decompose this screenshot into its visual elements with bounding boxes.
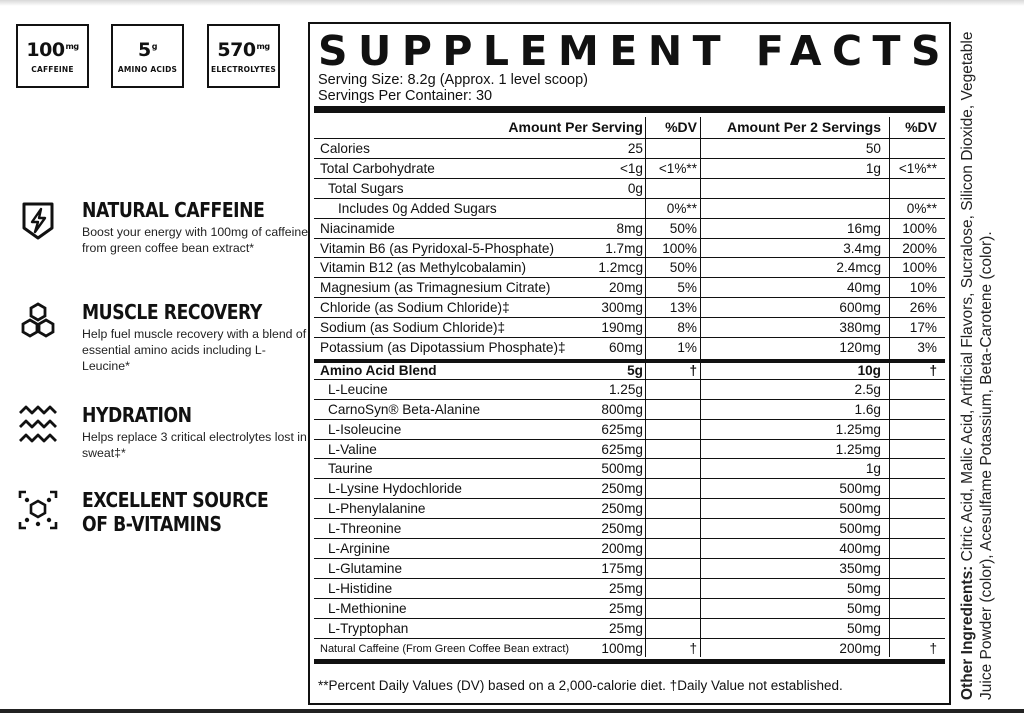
nutrient-name: L-Lysine Hydochloride (328, 481, 462, 497)
nutrient-row (314, 138, 945, 158)
amino-row (314, 558, 945, 578)
supplement-facts-panel (308, 22, 951, 705)
nutrient-row (314, 198, 945, 218)
molecule-icon (16, 488, 60, 532)
amino-row (314, 598, 945, 618)
amino-row (314, 518, 945, 538)
amount-per-serving: 625mg (601, 421, 643, 437)
amount-per-serving: 175mg (601, 560, 643, 576)
percent-dv-2: † (929, 362, 937, 378)
amount-per-serving: 0g (627, 180, 643, 196)
percent-dv-2: 10% (909, 280, 937, 296)
amount-per-2-servings: 3.4mg (843, 240, 881, 256)
amount-per-serving: 25mg (608, 580, 643, 596)
nutrient-row (314, 158, 945, 178)
amount-per-serving: 250mg (601, 481, 643, 497)
stat-label: ELECTROLYTES (211, 65, 276, 74)
amount-per-2-servings: 500mg (839, 481, 881, 497)
amount-per-2-servings: 120mg (839, 340, 881, 355)
nutrient-name: L-Leucine (328, 381, 388, 397)
amount-per-2-servings: 2.5g (854, 381, 881, 397)
stat-value: 5 (138, 39, 151, 61)
percent-dv: 50% (669, 260, 697, 276)
percent-dv-2: 200% (902, 240, 937, 256)
nutrient-name: Total Carbohydrate (320, 160, 435, 176)
percent-dv: † (689, 362, 697, 378)
hexagon-cluster-icon (16, 300, 60, 344)
amino-row (314, 458, 945, 478)
percent-dv-2: 100% (902, 220, 937, 236)
nutrient-name: Amino Acid Blend (320, 362, 437, 378)
percent-dv: 13% (669, 300, 697, 316)
amount-per-2-servings: 50mg (846, 620, 881, 636)
amount-per-serving: 25 (627, 141, 643, 156)
amount-per-2-servings: 380mg (839, 320, 881, 336)
amount-per-serving: 60mg (608, 340, 643, 355)
header-amount: Amount Per Serving (508, 119, 643, 135)
nutrient-row (314, 178, 945, 198)
nutrient-name: Sodium (as Sodium Chloride)‡ (320, 320, 506, 336)
nutrient-name: L-Methionine (328, 600, 407, 616)
nutrient-name: Vitamin B6 (as Pyridoxal-5-Phosphate) (320, 240, 554, 256)
amount-per-2-servings: 1g (865, 160, 881, 176)
amount-per-serving: 8mg (616, 220, 643, 236)
percent-dv: 1% (677, 340, 697, 355)
amount-per-2-servings: 1.25mg (835, 421, 881, 437)
amount-per-2-servings: 500mg (839, 521, 881, 537)
top-shade (0, 0, 1024, 6)
amount-per-2-servings: 200mg (839, 640, 881, 656)
amount-per-serving: 1.7mg (605, 240, 643, 256)
amount-per-serving: 25mg (608, 620, 643, 636)
amount-per-serving: 25mg (608, 600, 643, 616)
amount-per-2-servings: 50mg (846, 580, 881, 596)
nutrient-name: L-Isoleucine (328, 421, 402, 437)
amount-per-serving: <1g (619, 160, 643, 176)
percent-dv-2: 100% (902, 260, 937, 276)
benefit-title: HYDRATION (82, 403, 192, 427)
nutrient-row (314, 297, 945, 317)
column-divider-1 (645, 117, 646, 657)
percent-dv: 100% (662, 240, 697, 256)
amount-per-serving: 500mg (601, 461, 643, 477)
percent-dv-2: 17% (909, 320, 937, 336)
stat-value: 100 (26, 39, 65, 61)
amino-row (314, 419, 945, 439)
nutrient-name: Taurine (328, 461, 373, 477)
bottom-edge (0, 709, 1024, 713)
amino-row (314, 578, 945, 598)
column-divider-3 (889, 117, 890, 657)
benefit-title: NATURAL CAFFEINE (82, 198, 265, 222)
amount-per-serving: 1.2mcg (598, 260, 643, 276)
nutrient-name: L-Histidine (328, 580, 393, 596)
nutrient-name: Potassium (as Dipotassium Phosphate)‡ (320, 340, 566, 355)
nutrient-name: Magnesium (as Trimagnesium Citrate) (320, 280, 551, 296)
stat-unit: mg (256, 42, 270, 51)
nutrient-name: L-Glutamine (328, 560, 403, 576)
stat-label: CAFFEINE (31, 65, 74, 74)
amount-per-2-servings: 1.25mg (835, 441, 881, 457)
benefit-desc: Help fuel muscle recovery with a blend of essential amino acids including L-Leucine* (82, 327, 307, 373)
amount-per-serving: 300mg (601, 300, 643, 316)
nutrient-name: Total Sugars (328, 180, 404, 196)
amount-per-2-servings: 50 (865, 141, 881, 156)
amino-row (314, 399, 945, 419)
divider-thick-bottom (314, 659, 945, 664)
nutrient-name: L-Tryptophan (328, 620, 409, 636)
percent-dv: † (689, 640, 697, 656)
amino-row (314, 478, 945, 498)
amount-per-2-servings: 50mg (846, 600, 881, 616)
amount-per-2-servings: 350mg (839, 560, 881, 576)
stat-unit: mg (65, 42, 79, 51)
amount-per-serving: 20mg (608, 280, 643, 296)
amount-per-2-servings: 1g (865, 461, 881, 477)
amino-row (314, 439, 945, 459)
percent-dv: 0%** (666, 200, 697, 216)
amount-per-2-servings: 10g (857, 362, 881, 378)
amount-per-serving: 190mg (601, 320, 643, 336)
amino-blend-row (314, 359, 945, 379)
panel-title: SUPPLEMENT FACTS (318, 27, 952, 75)
stat-electrolytes (207, 24, 280, 88)
amount-per-serving: 1.25g (608, 381, 643, 397)
stat-value: 570 (217, 39, 256, 61)
percent-dv: 50% (669, 220, 697, 236)
stat-label: AMINO ACIDS (117, 65, 178, 74)
percent-dv-2: 26% (909, 300, 937, 316)
amount-per-2-servings: 16mg (846, 220, 881, 236)
nutrient-name: Vitamin B12 (as Methylcobalamin) (320, 260, 527, 276)
percent-dv: <1%** (658, 160, 697, 176)
nutrient-row (314, 317, 945, 337)
percent-dv: 5% (677, 280, 697, 296)
stat-unit: g (151, 42, 157, 51)
nutrient-name: L-Valine (328, 441, 377, 457)
benefit-title: MUSCLE RECOVERY (82, 300, 262, 324)
amount-per-2-servings: 40mg (846, 280, 881, 296)
other-ingredients (958, 10, 996, 700)
amount-per-serving: 250mg (601, 501, 643, 517)
nutrient-name: Niacinamide (320, 220, 395, 236)
benefit-desc: Boost your energy with 100mg of caffeine from green coffee bean extract* (82, 225, 309, 255)
nutrient-row (314, 257, 945, 277)
divider-thick (314, 106, 945, 113)
header-amount-2: Amount Per 2 Servings (726, 119, 881, 135)
amount-per-serving: 100mg (601, 640, 643, 656)
header-dv-2: %DV (905, 119, 937, 135)
nutrient-row (314, 277, 945, 297)
amount-per-serving: 625mg (601, 441, 643, 457)
ingredients-label: Other Ingredients: (959, 565, 976, 700)
amino-row (314, 618, 945, 638)
nutrient-name: Calories (320, 141, 370, 156)
amino-row (314, 379, 945, 399)
nutrient-name: CarnoSyn® Beta-Alanine (328, 401, 481, 417)
footnote: **Percent Daily Values (DV) based on a 2,000-calorie diet. †Daily Value not established. (318, 678, 843, 693)
stat-amino-acids (111, 24, 184, 88)
wave-lines-icon (16, 403, 60, 447)
ingredients-text: Citric Acid, Malic Acid, Artificial Flavors, Sucralose, Silicon Dioxide, Vegetable Juice Powder (color), Acesulfame Potassium, Beta-Carotene (color). (959, 31, 995, 700)
benefit-title: EXCELLENT SOURCE OF B-VITAMINS (82, 488, 269, 536)
nutrient-name: L-Threonine (328, 521, 402, 537)
amount-per-serving: 250mg (601, 521, 643, 537)
nutrient-row (314, 238, 945, 258)
servings-per-container: Servings Per Container: 30 (318, 88, 493, 104)
amount-per-serving: 5g (627, 362, 643, 378)
nutrient-row (314, 337, 945, 357)
nutrient-name: Natural Caffeine (From Green Coffee Bean extract) (320, 642, 570, 655)
column-divider-2 (700, 117, 701, 657)
percent-dv: 8% (677, 320, 697, 336)
nutrient-name: L-Arginine (328, 541, 390, 556)
percent-dv-2: 3% (917, 340, 937, 355)
serving-size: Serving Size: 8.2g (Approx. 1 level scoop) (318, 72, 588, 88)
amount-per-serving: 200mg (601, 541, 643, 556)
benefit-desc: Helps replace 3 critical electrolytes lost in sweat‡* (82, 430, 307, 460)
amino-row (314, 498, 945, 518)
lightning-shield-icon (16, 198, 60, 242)
amount-per-2-servings: 600mg (839, 300, 881, 316)
nutrient-name: Chloride (as Sodium Chloride)‡ (320, 300, 510, 316)
amount-per-2-servings: 2.4mcg (836, 260, 881, 276)
column-headers (314, 117, 945, 137)
nutrient-row (314, 218, 945, 238)
header-dv: %DV (665, 119, 697, 135)
amino-row (314, 538, 945, 558)
nutrient-name: Includes 0g Added Sugars (338, 200, 497, 216)
stat-caffeine (16, 24, 89, 88)
percent-dv-2: <1%** (898, 160, 937, 176)
percent-dv-2: † (929, 640, 937, 656)
nutrient-name: L-Phenylalanine (328, 501, 426, 517)
amount-per-2-servings: 500mg (839, 501, 881, 517)
percent-dv-2: 0%** (906, 200, 937, 216)
amount-per-serving: 800mg (601, 401, 643, 417)
amount-per-2-servings: 1.6g (854, 401, 881, 417)
amount-per-2-servings: 400mg (839, 541, 881, 556)
caffeine-row (314, 638, 945, 658)
